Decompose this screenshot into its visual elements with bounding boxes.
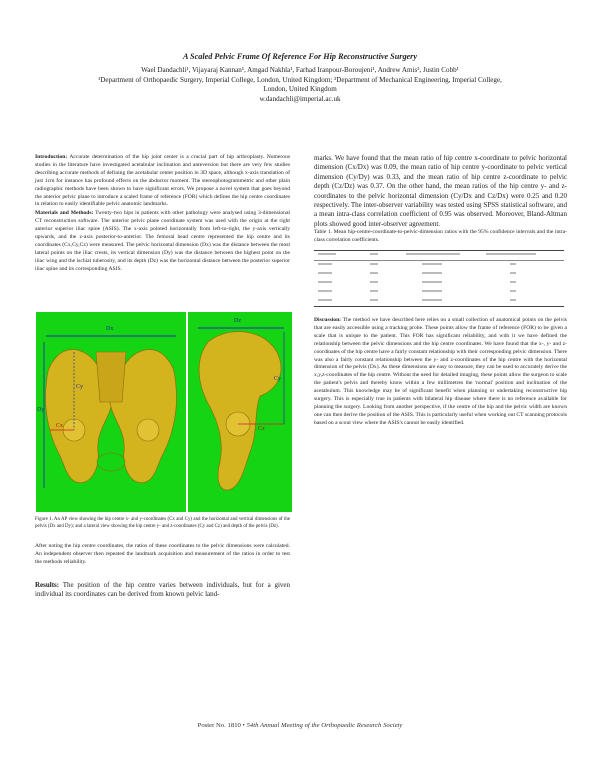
introduction-text: Accurate determination of the hip joint center is a crucial part of hip arthroplasty. Numerous studies in the literature have investigated acetabular inclination and anteversion but there are very few studies describing accurate methods of defining the acetabular center position in 3D space, although x-axis translation of just 1cm for instance has profound effects on the abductor moment. The stereophotogrammetric and other plain radiographic methods have been shown to have significant errors. We propose a novel system that goes beyond the anterior pelvic plane to introduce a scaled frame of reference (FOR) which defines the hip centre coordinates in relation to easily identifiable pelvic anatomic landmarks. <box>35 154 290 208</box>
meeting-name: 54th Annual Meeting of the Orthopaedic Research Society <box>246 722 403 729</box>
results-heading: Results: <box>35 581 60 589</box>
pelvis-lateral-illustration <box>188 312 292 512</box>
methods-paragraph <box>35 210 290 273</box>
table-row <box>314 261 564 270</box>
poster-footer <box>0 722 600 729</box>
discussion-paragraph <box>314 317 567 428</box>
table-row <box>314 279 564 288</box>
table-header-row <box>314 251 564 261</box>
figure-lateral-view <box>188 312 292 512</box>
paper-title: A Scaled Pelvic Frame Of Reference For Hip Reconstructive Surgery <box>183 52 417 61</box>
left-column <box>35 154 290 274</box>
label-cx: Cx <box>56 423 64 429</box>
label-cy-lateral: Cy <box>274 376 282 382</box>
results-text-part2: marks. We have found that the mean ratio of hip centre x-coordinate to pelvic horizontal dimension (Cx/Dx) was 0.09, the mean ratio of hip centre y-coordinate to pelvic vertical dimension (Cy/Dy) was 0.33, and the mean ratio of hip centre z-coordinate to pelvic depth (Cz/Dz) was 0.37. On the other hand, the mean ratios of the hip centre y- and z-coordinates to the pelvic horizontal dimension (Cy/Dx and Cz/Dx) were 0.25 and 0.20 respectively. The inter-observer variability was tested using SPSS statistical software, and a mean intra-class correlation coefficient of 0.95 was observed. Moreover, Bland-Altman plots showed good inter-observer agreement. <box>314 154 567 228</box>
table-caption: Table 1. Mean hip-centre-coordinate-to-pelvic-dimension ratios with the 95% confidence intervals and the intra-class correlation coefficients. <box>314 229 567 244</box>
table-row <box>314 297 564 306</box>
figure-1 <box>36 312 292 512</box>
label-dx: Dx <box>106 326 114 332</box>
discussion-heading: Discussion: <box>314 317 342 323</box>
contact-email[interactable]: w.dandachli@imperial.ac.uk <box>259 94 341 103</box>
introduction-paragraph <box>35 154 290 209</box>
ratios-paragraph: After noting the hip centre coordinates, the ratios of these coordinates to the pelvic dimensions were calculated. An independent observer then repeated the landmark acquisition and measurement of the ratios in order to test the methods reliability. <box>35 543 290 565</box>
figure-ap-view <box>36 312 186 512</box>
results-text-part1: The position of the hip centre varies between individuals, but for a given individual its coordinates can be derived from known pelvic land- <box>35 581 290 599</box>
affiliation-city: London, United Kingdom <box>263 85 337 94</box>
label-cy: Cy <box>76 384 84 390</box>
label-dz: Dz <box>234 318 241 324</box>
author-names: Wael Dandachli¹, Vijayaraj Kannan¹, Amgad Nakhla¹, Farhad Iranpour-Boroujeni¹, Andrew Amis², Justin Cobb¹ <box>141 66 459 74</box>
results-continuation <box>314 154 567 245</box>
affiliations: ¹Department of Orthopaedic Surgery, Imperial College, London, United Kingdom; ²Department of Mechanical Engineering, Imperial College, <box>98 75 502 84</box>
poster-number: Poster No. 1810 • <box>197 722 247 729</box>
introduction-heading: Introduction: <box>35 154 68 160</box>
figure-caption: Figure 1. An AP view showing the hip centre x- and y-coordinates (Cx and Cy) and the horizontal and vertical dimensions of the pelvis (Dx and Dy); and a lateral view showing the hip centre y- and z-coordinates (Cy and Cz) and depth of the pelvis (Dz). <box>35 517 290 529</box>
table-row <box>314 270 564 279</box>
methods-heading: Materials and Methods: <box>35 210 94 217</box>
label-dy: Dy <box>37 407 45 413</box>
discussion-text: The method we have described here relies on a small collection of anatomical points on the pelvis that are easily accessible using a tracking probe. These points allow the frame of reference (FOR) to be given a scale that is unique to the patient. This FOR has significant reliability, and with it we have defined the relationship between the pelvic dimensions and the hip centre coordinates. We have found that the x-, y- and z-coordinates of the hip centre have a fairly constant relationship with their corresponding pelvic dimension. There was also a fairly constant relationship between the y- and z-coordinates of the hip centre with the horizontal dimension of the pelvis (Dx). As these dimensions are easy to measure, they can be used to accurately derive the x,y,z-coordinates of the hip centre. Without the need for detailed imaging, these points allow the surgeon to scale the patient's pelvis and thereby know within a few millimetres the 'normal' position and inclination of the acetabulum. This knowledge may be of significant benefit when planning or undertaking reconstructive hip surgery. This is especially true in patients with bilateral hip disease where there is no reference available for planning the surgery. Looking from another perspective, if the centre of the hip and the pelvic width are known one can then derive the position of the ASIS. This is particularly useful when working out CT scanning protocols based on a scout view where the ASIS's cannot be easily identified. <box>314 317 567 426</box>
table-1 <box>314 250 564 307</box>
table-row <box>314 288 564 297</box>
results-paragraph <box>35 581 290 600</box>
methods-text: Twenty-two hips in patients with other pathology were analysed using 3-dimensional CT reconstruction software. The anterior pelvic plane coordinate system was used with the origin at the right anterior superior iliac spine (ASIS). The x-axis pointed horizontally from left-to-right, the y-axis vertically upwards, and the z-axis posterior-to-anterior. The femoral head centre represented the hip centre and its coordinates (Cx,Cy,Cz) were measured. The pelvic horizontal dimension (Dx) was the distance between the most lateral points on the iliac crests, its vertical dimension (Dy) was the distance between the highest point on the iliac wing and the ischial tuberosity, and its depth (Dz) was the horizontal distance between the posterior superior iliac spine and its corresponding ASIS. <box>35 210 290 272</box>
label-cz: Cz <box>258 426 265 432</box>
pelvis-ap-illustration <box>36 312 186 512</box>
author-block <box>30 66 570 104</box>
